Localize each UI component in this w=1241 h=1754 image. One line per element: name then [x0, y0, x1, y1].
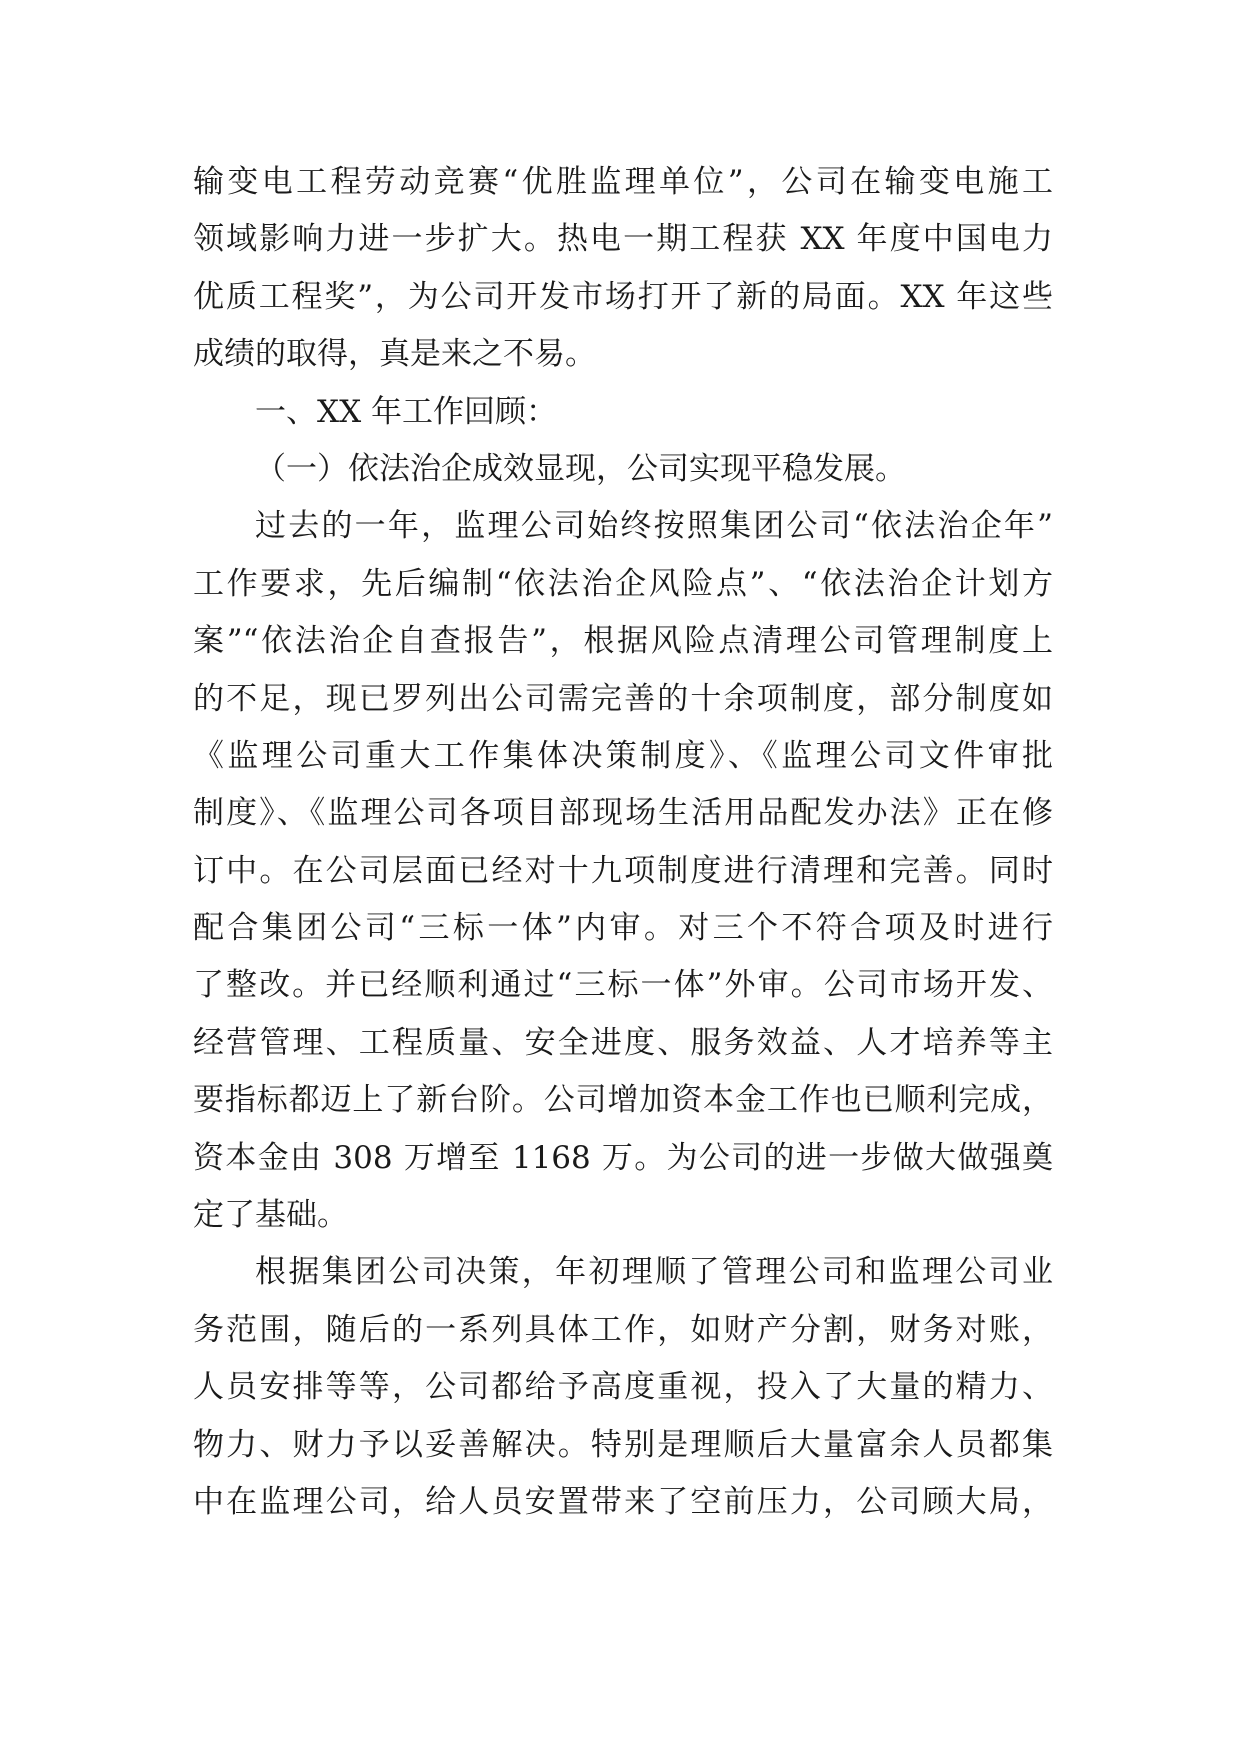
text-line: 优质工程奖”，为公司开发市场打开了新的局面。XX 年这些: [193, 278, 1053, 315]
text-line: 工作要求，先后编制“依法治企风险点”、“依法治企计划方: [193, 565, 1053, 602]
text-line: （一）依法治企成效显现，公司实现平稳发展。: [255, 450, 906, 487]
text-line: 《监理公司重大工作集体决策制度》、《监理公司文件审批: [193, 737, 1053, 774]
text-line: 经营管理、工程质量、安全进度、服务效益、人才培养等主: [193, 1024, 1053, 1061]
text-line: 物力、财力予以妥善解决。特别是理顺后大量富余人员都集: [193, 1426, 1053, 1463]
text-line: 定了基础。: [193, 1197, 348, 1234]
text-line: 的不足，现已罗列出公司需完善的十余项制度，部分制度如: [193, 680, 1053, 717]
text-line: 配合集团公司“三标一体”内审。对三个不符合项及时进行: [193, 910, 1053, 947]
text-line: 订中。在公司层面已经对十九项制度进行清理和完善。同时: [193, 852, 1053, 889]
text-line: 成绩的取得，真是来之不易。: [193, 336, 596, 373]
body-text: [193, 154, 1053, 1531]
text-line: 输变电工程劳动竞赛“优胜监理单位”，公司在输变电施工: [193, 164, 1053, 200]
text-line: 领域影响力进一步扩大。热电一期工程获 XX 年度中国电力: [193, 221, 1053, 258]
text-line: 资本金由 308 万增至 1168 万。为公司的进一步做大做强奠: [193, 1139, 1053, 1176]
text-line: 根据集团公司决策，年初理顺了管理公司和监理公司业: [255, 1254, 1053, 1291]
text-line: 制度》、《监理公司各项目部现场生活用品配发办法》正在修: [193, 795, 1053, 832]
text-line: 了整改。并已经顺利通过“三标一体”外审。公司市场开发、: [193, 967, 1053, 1004]
text-line: 务范围，随后的一系列具体工作，如财产分割，财务对账，: [193, 1311, 1053, 1348]
text-line: 过去的一年，监理公司始终按照集团公司“依法治企年”: [255, 508, 1053, 545]
text-line: 人员安排等等，公司都给予高度重视，投入了大量的精力、: [193, 1369, 1053, 1406]
text-line: 一、XX 年工作回顾：: [255, 393, 557, 430]
text-line: 中在监理公司，给人员安置带来了空前压力，公司顾大局，: [193, 1483, 1053, 1520]
text-line: 案”“依法治企自查报告”，根据风险点清理公司管理制度上: [193, 623, 1053, 660]
text-line: 要指标都迈上了新台阶。公司增加资本金工作也已顺利完成，: [193, 1082, 1053, 1119]
